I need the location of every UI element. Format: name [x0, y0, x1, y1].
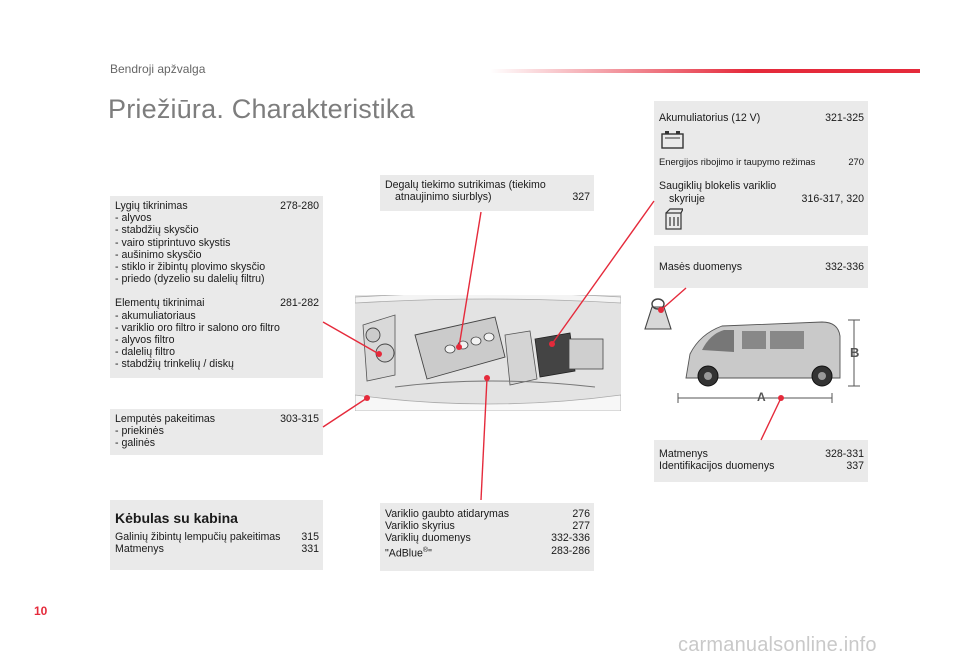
- body-row-pages[interactable]: 315: [301, 531, 319, 544]
- dimensions-pages[interactable]: 337: [846, 460, 864, 473]
- dimension-a-label: A: [757, 390, 766, 404]
- fuel-line2: atnaujinimo siurblys): [395, 191, 492, 204]
- elements-item: - akumuliatoriaus: [115, 309, 196, 322]
- watermark: carmanualsonline.info: [678, 634, 877, 656]
- callout-dot-mass: [658, 307, 664, 313]
- engine-row-label: Variklio gaubto atidarymas: [385, 508, 510, 520]
- fuse-line2: skyriuje: [669, 192, 705, 205]
- bulbs-pages[interactable]: 303-315: [280, 413, 319, 425]
- callout-dot-dimensions: [778, 395, 784, 401]
- dimensions-pages[interactable]: 328-331: [825, 448, 864, 460]
- callout-line-battery: [552, 201, 654, 344]
- elements-item: - alyvos filtro: [115, 334, 175, 347]
- energy-label: Energijos ribojimo ir taupymo režimas: [659, 156, 816, 168]
- elements-title: Elementų tikrinimai: [115, 297, 205, 310]
- levels-pages[interactable]: 278-280: [280, 200, 319, 212]
- dimension-b-label: B: [850, 345, 860, 360]
- energy-pages[interactable]: 270: [848, 156, 864, 168]
- callout-line-engine: [481, 378, 487, 500]
- body-row-label: Galinių žibintų lempučių pakeitimas: [115, 531, 281, 544]
- body-row-label: Matmenys: [115, 543, 164, 556]
- dimensions-label: Identifikacijos duomenys: [659, 460, 775, 473]
- engine-row-pages[interactable]: 332-336: [551, 532, 590, 545]
- levels-item: - aušinimo skysčio: [115, 248, 202, 261]
- callout-line-levels: [323, 322, 379, 354]
- callout-line-bulbs: [323, 398, 367, 427]
- engine-row-pages[interactable]: 283-286: [551, 544, 590, 557]
- mass-label: Masės duomenys: [659, 261, 743, 273]
- levels-item: - alyvos: [115, 212, 152, 225]
- mass-pages[interactable]: 332-336: [825, 261, 864, 273]
- page-title: Priežiūra. Charakteristika: [108, 94, 415, 124]
- fuel-line1: Degalų tiekimo sutrikimas (tiekimo: [385, 179, 546, 191]
- fuel-pages[interactable]: 327: [572, 191, 590, 204]
- fuse-line1: Saugiklių blokelis variklio: [659, 180, 777, 193]
- battery-pages[interactable]: 321-325: [825, 112, 864, 124]
- elements-item: - dalelių filtro: [115, 346, 176, 359]
- engine-row-pages[interactable]: 276: [572, 508, 590, 520]
- callout-line-mass: [661, 288, 686, 310]
- callout-dot-battery: [549, 341, 555, 347]
- bulbs-item: - priekinės: [115, 425, 164, 438]
- section-label: Bendroji apžvalga: [110, 62, 206, 76]
- callout-dot-fuel: [456, 344, 462, 350]
- elements-item: - stabdžių trinkelių / diskų: [115, 358, 234, 371]
- levels-item: - vairo stiprintuvo skystis: [115, 236, 231, 249]
- callout-dot-engine: [484, 375, 490, 381]
- levels-title: Lygių tikrinimas: [115, 200, 188, 212]
- levels-item: - stabdžių skysčio: [115, 224, 199, 237]
- elements-item: - variklio oro filtro ir salono oro filtro: [115, 321, 280, 334]
- body-row-pages[interactable]: 331: [301, 543, 319, 556]
- engine-row-pages[interactable]: 277: [572, 520, 590, 533]
- callout-line-dimensions: [761, 398, 781, 440]
- body-cabin-heading: Kėbulas su kabina: [115, 510, 238, 526]
- bulbs-title: Lemputės pakeitimas: [115, 413, 216, 425]
- adblue-label: "AdBlue®": [385, 546, 432, 560]
- page-number: 10: [34, 604, 48, 618]
- levels-item: - stiklo ir žibintų plovimo skysčio: [115, 261, 266, 274]
- levels-item: - priedo (dyzelio su dalelių filtru): [115, 273, 265, 286]
- engine-row-label: Variklių duomenys: [385, 532, 471, 545]
- callout-line-fuel: [459, 212, 481, 347]
- engine-row-label: Variklio skyrius: [385, 520, 455, 533]
- callout-dot-bulbs: [364, 395, 370, 401]
- battery-title: Akumuliatorius (12 V): [659, 112, 761, 124]
- fuse-pages[interactable]: 316-317, 320: [801, 192, 864, 205]
- dimensions-label: Matmenys: [659, 448, 708, 460]
- bulbs-item: - galinės: [115, 437, 156, 450]
- callout-dot-levels: [376, 351, 382, 357]
- elements-pages[interactable]: 281-282: [280, 297, 319, 310]
